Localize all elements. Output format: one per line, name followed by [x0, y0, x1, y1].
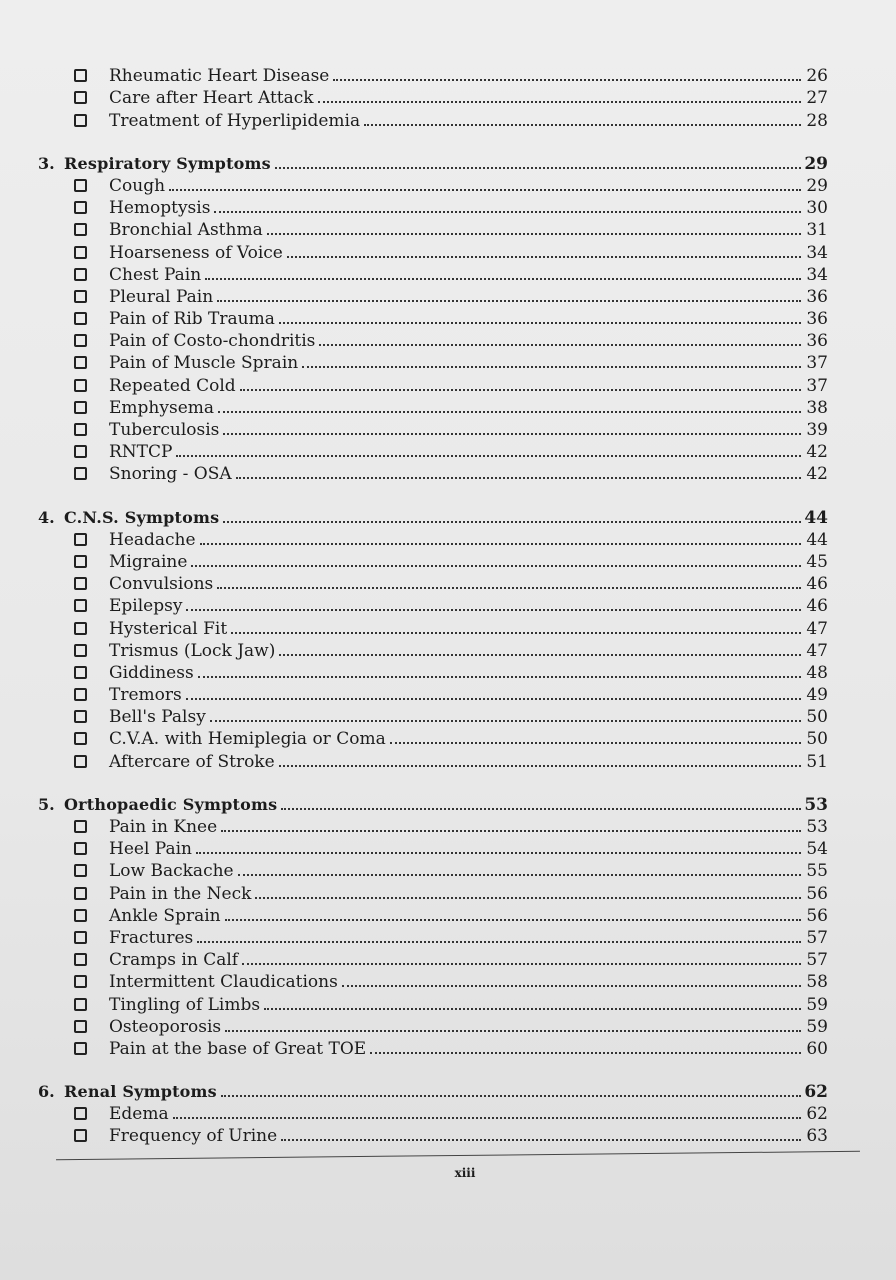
entry-title: Osteoporosis [109, 1016, 222, 1037]
entry-page-number: 55 [806, 861, 828, 882]
checkbox-bullet-icon [74, 1129, 87, 1142]
entry-title: Pain of Rib Trauma [109, 309, 275, 330]
entry-page-number: 51 [806, 751, 828, 772]
section-page-number: 53 [804, 794, 828, 815]
dot-leader [238, 874, 801, 876]
checkbox-bullet-icon [74, 1107, 87, 1120]
entry-title: Repeated Cold [109, 375, 236, 396]
checkbox-bullet-icon [74, 931, 87, 944]
entry-page-number: 36 [806, 309, 828, 330]
entry-title: Pain in the Neck [109, 883, 252, 904]
checkbox-bullet-icon [74, 268, 87, 281]
entry-title: Pleural Pain [109, 286, 214, 307]
checkbox-bullet-icon [74, 401, 87, 414]
entry-title: Tuberculosis [109, 420, 220, 440]
dot-leader [390, 742, 801, 744]
section-page-number: 29 [804, 153, 828, 174]
entry-title: C.V.A. with Hemiplegia or Coma [109, 729, 386, 750]
dot-leader [186, 609, 801, 611]
entry-title: Pain of Costo-chondritis [109, 331, 316, 352]
entry-title: Heel Pain [109, 839, 192, 860]
toc-entry[interactable] [38, 616, 828, 638]
entry-title: Chest Pain [109, 264, 202, 285]
entry-page-number: 39 [806, 420, 828, 440]
toc-entry[interactable] [38, 594, 828, 616]
checkbox-bullet-icon [74, 998, 87, 1011]
checkbox-bullet-icon [74, 1042, 87, 1055]
page-number-footer: xiii [454, 1166, 476, 1180]
entry-page-number: 44 [806, 529, 828, 550]
section-title: Orthopaedic Symptoms [64, 794, 278, 814]
dot-leader [318, 101, 801, 103]
dot-leader [279, 654, 801, 656]
checkbox-bullet-icon [74, 644, 87, 657]
dot-leader [200, 543, 801, 545]
entry-page-number: 50 [806, 707, 828, 728]
toc-entry[interactable] [38, 992, 828, 1014]
checkbox-bullet-icon [74, 423, 87, 436]
checkbox-bullet-icon [74, 887, 87, 900]
dot-leader [221, 1095, 801, 1097]
entry-title: Aftercare of Stroke [109, 751, 275, 772]
entry-title: Convulsions [109, 574, 214, 595]
entry-title: Rheumatic Heart Disease [109, 66, 330, 87]
toc-entry[interactable] [38, 240, 828, 262]
entry-page-number: 50 [806, 729, 828, 750]
toc-entry[interactable] [38, 705, 828, 727]
dot-leader [236, 477, 801, 479]
entry-page-number: 45 [806, 551, 828, 572]
toc-entry[interactable] [38, 904, 828, 926]
dot-leader [242, 963, 801, 965]
checkbox-bullet-icon [74, 312, 87, 325]
entry-page-number: 36 [806, 286, 828, 307]
section-number: 3. [38, 153, 55, 173]
entry-title: Cramps in Calf [109, 950, 239, 971]
section-heading[interactable] [38, 152, 828, 174]
entry-page-number: 54 [806, 839, 828, 860]
dot-leader [223, 521, 801, 523]
dot-leader [333, 79, 801, 81]
toc-entry[interactable] [38, 881, 828, 903]
dot-leader [370, 1052, 801, 1054]
dot-leader [364, 124, 801, 126]
checkbox-bullet-icon [74, 114, 87, 127]
dot-leader [217, 587, 801, 589]
entry-title: Hemoptysis [109, 198, 211, 219]
checkbox-bullet-icon [74, 577, 87, 590]
dot-leader [191, 565, 801, 567]
entry-page-number: 57 [806, 927, 828, 948]
entry-page-number: 37 [806, 353, 828, 374]
toc-entry[interactable] [38, 418, 828, 440]
entry-title: Low Backache [109, 861, 234, 882]
entry-title: Hoarseness of Voice [109, 242, 283, 263]
entry-page-number: 56 [806, 905, 828, 926]
checkbox-bullet-icon [74, 732, 87, 745]
checkbox-bullet-icon [74, 69, 87, 82]
checkbox-bullet-icon [74, 622, 87, 635]
checkbox-bullet-icon [74, 975, 87, 988]
dot-leader [279, 765, 801, 767]
toc-entry[interactable] [38, 440, 828, 462]
section-title: Renal Symptoms [64, 1082, 217, 1102]
checkbox-bullet-icon [74, 842, 87, 855]
entry-page-number: 49 [806, 685, 828, 706]
checkbox-bullet-icon [74, 290, 87, 303]
toc-section [38, 505, 828, 771]
dot-leader [214, 211, 801, 213]
entry-page-number: 34 [806, 242, 828, 263]
toc-entry[interactable] [38, 329, 828, 351]
entry-page-number: 48 [806, 662, 828, 683]
toc-entry[interactable] [38, 1037, 828, 1059]
section-number: 4. [38, 507, 55, 527]
dot-leader [231, 632, 801, 634]
checkbox-bullet-icon [74, 533, 87, 546]
entry-page-number: 62 [806, 1104, 828, 1125]
dot-leader [196, 852, 801, 854]
toc-section [38, 152, 828, 485]
entry-page-number: 26 [806, 66, 828, 87]
toc-entry[interactable] [38, 1124, 828, 1146]
toc-entry[interactable] [38, 970, 828, 992]
section-heading[interactable] [38, 793, 828, 815]
toc-entry[interactable] [38, 1102, 828, 1124]
entry-title: Pain at the base of Great TOE [109, 1038, 367, 1059]
checkbox-bullet-icon [74, 953, 87, 966]
checkbox-bullet-icon [74, 555, 87, 568]
entry-title: Edema [109, 1104, 169, 1125]
dot-leader [218, 411, 801, 413]
toc-section [38, 1080, 828, 1147]
entry-page-number: 28 [806, 110, 828, 131]
checkbox-bullet-icon [74, 710, 87, 723]
entry-page-number: 53 [806, 817, 828, 837]
entry-title: Bell's Palsy [109, 707, 206, 728]
toc-entry[interactable] [38, 528, 828, 550]
checkbox-bullet-icon [74, 864, 87, 877]
checkbox-bullet-icon [74, 688, 87, 701]
entry-title: Hysterical Fit [109, 618, 228, 639]
section-title: Respiratory Symptoms [64, 153, 271, 173]
entry-page-number: 47 [806, 640, 828, 661]
entry-page-number: 34 [806, 264, 828, 285]
toc-entry[interactable] [38, 196, 828, 218]
toc-entry[interactable] [38, 285, 828, 307]
entry-title: Care after Heart Attack [109, 88, 314, 109]
dot-leader [240, 389, 801, 391]
toc-section [38, 793, 828, 1059]
entry-page-number: 56 [806, 883, 828, 904]
entry-title: Headache [109, 529, 196, 550]
checkbox-bullet-icon [74, 445, 87, 458]
entry-title: Tingling of Limbs [109, 994, 261, 1015]
dot-leader [342, 985, 801, 987]
table-of-contents [38, 64, 828, 1167]
entry-page-number: 47 [806, 618, 828, 639]
entry-page-number: 60 [806, 1038, 828, 1059]
entry-title: Ankle Sprain [109, 905, 221, 926]
entry-page-number: 63 [806, 1126, 828, 1147]
entry-page-number: 46 [806, 574, 828, 595]
toc-entry[interactable] [38, 174, 828, 196]
dot-leader [221, 830, 801, 832]
dot-leader [302, 366, 801, 368]
dot-leader [176, 455, 801, 457]
entry-title: Frequency of Urine [109, 1126, 278, 1147]
entry-page-number: 31 [806, 220, 828, 241]
entry-title: Pain of Muscle Sprain [109, 353, 299, 374]
toc-entry[interactable] [38, 351, 828, 373]
dot-leader [287, 256, 801, 258]
checkbox-bullet-icon [74, 179, 87, 192]
section-number: 6. [38, 1082, 55, 1102]
dot-leader [264, 1008, 801, 1010]
toc-entry[interactable] [38, 218, 828, 240]
dot-leader [275, 167, 801, 169]
toc-entry[interactable] [38, 948, 828, 970]
entry-title: Epilepsy [109, 596, 183, 617]
dot-leader [169, 189, 801, 191]
dot-leader [217, 300, 801, 302]
toc-entry[interactable] [38, 373, 828, 395]
toc-section [38, 64, 828, 131]
toc-entry[interactable] [38, 926, 828, 948]
dot-leader [267, 233, 801, 235]
dot-leader [319, 344, 801, 346]
dot-leader [279, 322, 801, 324]
toc-entry[interactable] [38, 572, 828, 594]
dot-leader [198, 676, 801, 678]
dot-leader [281, 808, 801, 810]
entry-title: Trismus (Lock Jaw) [109, 640, 276, 661]
section-title: C.N.S. Symptoms [64, 507, 220, 527]
toc-entry[interactable] [38, 815, 828, 837]
toc-entry[interactable] [38, 462, 828, 484]
dot-leader [197, 941, 801, 943]
entry-page-number: 37 [806, 375, 828, 396]
checkbox-bullet-icon [74, 909, 87, 922]
entry-title: Bronchial Asthma [109, 220, 263, 241]
dot-leader [225, 1030, 801, 1032]
dot-leader [173, 1117, 801, 1119]
checkbox-bullet-icon [74, 1020, 87, 1033]
dot-leader [223, 433, 801, 435]
toc-entry[interactable] [38, 263, 828, 285]
toc-entry[interactable] [38, 64, 828, 86]
entry-title: Giddiness [109, 662, 194, 683]
entry-page-number: 38 [806, 397, 828, 418]
checkbox-bullet-icon [74, 666, 87, 679]
entry-title: Snoring - OSA [109, 464, 232, 485]
entry-page-number: 59 [806, 1016, 828, 1037]
checkbox-bullet-icon [74, 820, 87, 833]
entry-page-number: 42 [806, 442, 828, 463]
toc-entry[interactable] [38, 108, 828, 130]
toc-entry[interactable] [38, 661, 828, 683]
toc-entry[interactable] [38, 859, 828, 881]
toc-entry[interactable] [38, 639, 828, 661]
checkbox-bullet-icon [74, 755, 87, 768]
dot-leader [210, 720, 801, 722]
toc-entry[interactable] [38, 86, 828, 108]
checkbox-bullet-icon [74, 201, 87, 214]
entry-title: Tremors [109, 685, 182, 706]
entry-page-number: 42 [806, 464, 828, 485]
entry-page-number: 59 [806, 994, 828, 1015]
dot-leader [281, 1139, 801, 1141]
dot-leader [255, 897, 801, 899]
section-heading[interactable] [38, 1080, 828, 1102]
checkbox-bullet-icon [74, 379, 87, 392]
checkbox-bullet-icon [74, 223, 87, 236]
entry-title: Cough [109, 175, 166, 196]
checkbox-bullet-icon [74, 356, 87, 369]
toc-entry[interactable] [38, 749, 828, 771]
entry-page-number: 29 [806, 175, 828, 196]
toc-entry[interactable] [38, 1015, 828, 1037]
section-page-number: 44 [804, 507, 828, 528]
entry-page-number: 58 [806, 972, 828, 993]
section-heading[interactable] [38, 505, 828, 527]
entry-title: Fractures [109, 927, 194, 948]
entry-page-number: 57 [806, 950, 828, 971]
entry-page-number: 46 [806, 596, 828, 617]
entry-title: Treatment of Hyperlipidemia [109, 110, 361, 131]
checkbox-bullet-icon [74, 467, 87, 480]
entry-title: Intermittent Claudications [109, 972, 338, 993]
entry-title: Pain in Knee [109, 817, 218, 837]
section-number: 5. [38, 794, 55, 814]
checkbox-bullet-icon [74, 91, 87, 104]
toc-entry[interactable] [38, 396, 828, 418]
toc-entry[interactable] [38, 727, 828, 749]
toc-entry[interactable] [38, 307, 828, 329]
entry-title: Emphysema [109, 397, 215, 418]
entry-page-number: 27 [806, 88, 828, 109]
checkbox-bullet-icon [74, 246, 87, 259]
dot-leader [186, 698, 801, 700]
entry-title: Migraine [109, 551, 188, 572]
section-page-number: 62 [804, 1082, 828, 1103]
toc-entry[interactable] [38, 683, 828, 705]
entry-page-number: 30 [806, 198, 828, 219]
toc-entry[interactable] [38, 550, 828, 572]
checkbox-bullet-icon [74, 334, 87, 347]
dot-leader [205, 278, 801, 280]
entry-title: RNTCP [109, 442, 173, 463]
checkbox-bullet-icon [74, 599, 87, 612]
toc-entry[interactable] [38, 837, 828, 859]
dot-leader [225, 919, 801, 921]
entry-page-number: 36 [806, 331, 828, 352]
